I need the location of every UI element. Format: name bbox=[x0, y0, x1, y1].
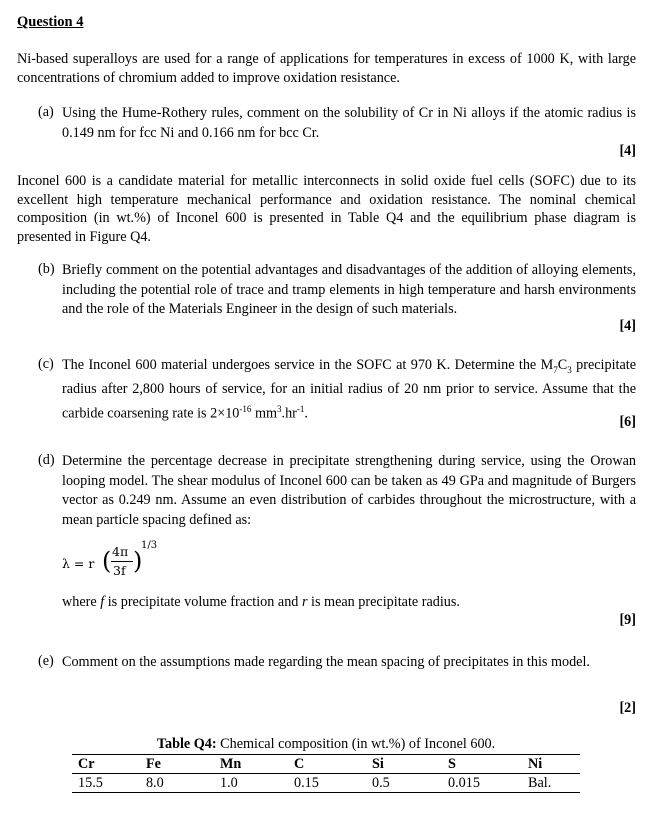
value-ni: Bal. bbox=[522, 774, 580, 793]
header-mn: Mn bbox=[214, 755, 288, 774]
part-c-marks: [6] bbox=[619, 414, 636, 430]
mean-spacing-formula bbox=[62, 540, 182, 584]
part-b-text: Briefly comment on the potential advantages and disadvantages of the addition of alloying elements, including the potential role of trace and tramp elements in high temperature and harsh environments and the role of the Materials Engineer in the design of such materials. bbox=[62, 262, 636, 317]
value-si: 0.5 bbox=[366, 774, 442, 793]
intro-paragraph: Ni-based superalloys are used for a range of applications for temperatures in excess of 1000 K, with large concentrations of chromium added to improve oxidation resistance. bbox=[17, 51, 636, 86]
formula-exponent: 1/3 bbox=[141, 540, 158, 551]
formula-denominator: 3f bbox=[113, 563, 126, 578]
composition-table bbox=[72, 754, 580, 793]
part-b-label: (b) bbox=[38, 261, 55, 277]
header-s: S bbox=[442, 755, 522, 774]
part-d-where: where f is precipitate volume fraction and r is mean precipitate radius. bbox=[62, 594, 460, 610]
value-s: 0.015 bbox=[442, 774, 522, 793]
question-heading: Question 4 bbox=[17, 14, 84, 30]
value-mn: 1.0 bbox=[214, 774, 288, 793]
part-a-label: (a) bbox=[38, 104, 54, 120]
formula-fraction-bar bbox=[111, 561, 133, 562]
formula-right-paren: ) bbox=[133, 547, 143, 575]
formula-lhs: λ = r bbox=[62, 556, 95, 571]
table-row bbox=[72, 774, 580, 793]
table-caption: Table Q4: Chemical composition (in wt.%) of Inconel 600. bbox=[156, 736, 496, 752]
part-d-label: (d) bbox=[38, 452, 55, 468]
part-c-text: The Inconel 600 material undergoes service in the SOFC at 970 K. Determine the $M_7C_3$ precipitate radius after 2,800 hours of service, for an initial radius of 20 nm prior to service. Assume that the carbide coarsening rate is $2\times 10^{-16}$ $mm^3.hr^{-1}$. bbox=[62, 357, 636, 422]
header-c: C bbox=[288, 755, 366, 774]
part-d-text: Determine the percentage decrease in precipitate strengthening during service, using the Orowan looping model. The shear modulus of Inconel 600 can be taken as 49 GPa and magnitude of Burgers vector as 0.249 nm. Assume an even distribution of carbides throughout the microstructure, with a mean particle spacing defined as: bbox=[62, 453, 636, 528]
part-e-text: Comment on the assumptions made regarding the mean spacing of precipitates in this model. bbox=[62, 654, 590, 670]
table-q4 bbox=[72, 736, 580, 793]
header-ni: Ni bbox=[522, 755, 580, 774]
inconel-paragraph: Inconel 600 is a candidate material for metallic interconnects in solid oxide fuel cells (SOFC) due to its excellent high temperature mechanical performance and oxidation resistance. The nominal chemical composition (in wt.%) of Inconel 600 is presented in Table Q4 and the equilibrium phase diagram is presented in Figure Q4. bbox=[17, 173, 636, 245]
value-fe: 8.0 bbox=[140, 774, 214, 793]
part-c-label: (c) bbox=[38, 356, 54, 372]
value-c: 0.15 bbox=[288, 774, 366, 793]
part-b-marks: [4] bbox=[619, 318, 636, 334]
header-cr: Cr bbox=[72, 755, 140, 774]
header-fe: Fe bbox=[140, 755, 214, 774]
header-si: Si bbox=[366, 755, 442, 774]
part-a-text: Using the Hume-Rothery rules, comment on the solubility of Cr in Ni alloys if the atomic radius is 0.149 nm for fcc Ni and 0.166 nm for bcc Cr. bbox=[62, 105, 636, 141]
part-a-marks: [4] bbox=[619, 143, 636, 159]
part-e-marks: [2] bbox=[619, 700, 636, 716]
value-cr: 15.5 bbox=[72, 774, 140, 793]
formula-numerator: 4π bbox=[112, 544, 129, 559]
table-header-row bbox=[72, 755, 580, 774]
formula-left-paren: ( bbox=[102, 547, 112, 575]
part-d-marks: [9] bbox=[619, 612, 636, 628]
part-e-label: (e) bbox=[38, 653, 54, 669]
